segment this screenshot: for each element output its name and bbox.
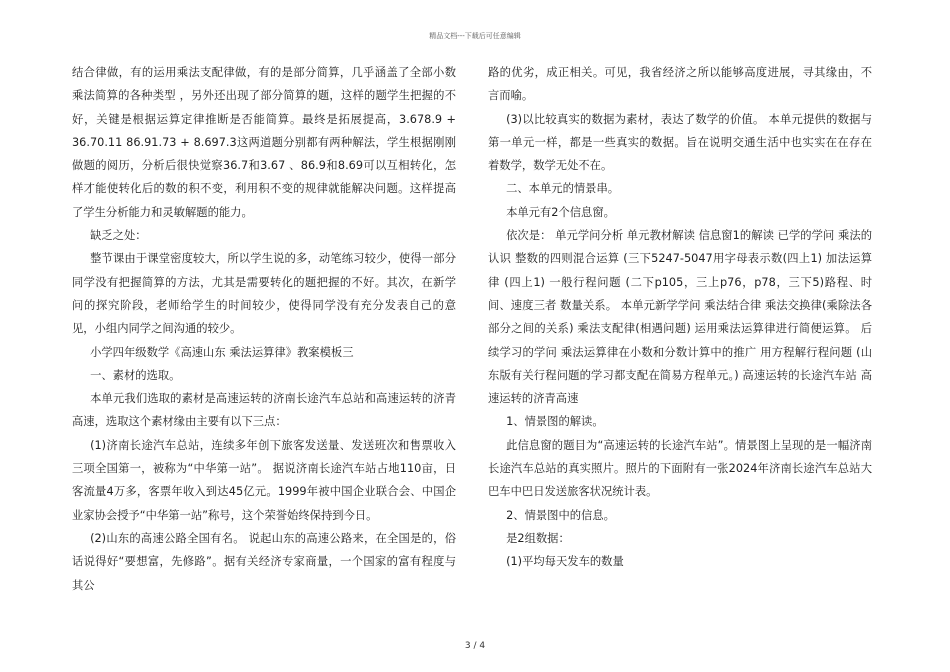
section-heading: 二、本单元的情景串。 <box>506 182 620 196</box>
paragraph: 本单元有2个信息窗。 <box>506 205 615 219</box>
paragraph: 整节课由于课堂密度较大，所以学生说的多，动笔练习较少，使得一部分同学没有把握简算的方法，尤其是需要转化的题把握的不好。其次，在新学问的探究阶段，老师给学生的时间较少，使得同学没有充分发表自己的意见，小组内同学之间沟通的较少。 <box>72 252 456 336</box>
page-number: 3 / 4 <box>464 641 486 651</box>
paragraph: 结合律做，有的运用乘法支配律做，有的是部分简算，几乎涵盖了全部小数乘法简算的各种类型 ，另外还出现了部分简算的题，这样的题学生把握的不好，关键是根据运算定律推断是否能简算。最终是拓展提高，3.678.9 + 36.70.11 86.91.73 + 8.697.3这两道题分别都有两种解法，学生根据刚刚做题的阅历，分析后很快觉察36.7和3.67 、86.9和8.69可以互相转化，怎样才能使转化后的数的积不变，利用积不变的规律就能解决问题。这样提高了学生分析能力和灵敏解题的能力。 <box>72 66 456 219</box>
section-heading: 一、素材的选取。 <box>90 368 181 382</box>
paragraph: (1)平均每天发车的数量 <box>506 555 624 569</box>
left-column <box>72 61 456 597</box>
paragraph: 本单元我们选取的素材是高速运转的济南长途汽车总站和高速运转的济青高速，选取这个素材缘由主要有以下三点： <box>72 392 456 429</box>
section-heading: 1、情景图的解读。 <box>506 415 604 429</box>
paragraph: 依次是： 单元学问分析 单元教材解读 信息窗1的解读 已学的学问 乘法的认识 整数的四则混合运算 (三下5247-5047用字母表示数(四上1) 加法运算律 (四上1) 一般行程问题 (二下p105，三上p76，p78，三下5)路程、时间、速度三者 数量关系。 本单元新学学问 乘法结合律 乘法交换律(乘除法各部分之间的关系) 乘法支配律(相遇问题) 运用乘法运算律进行简便运算。 后续学习的学问 乘法运算律在小数和分数计算中的推广 用方程解行程问题 (山东版有关行程问题的学习都支配在简易方程单元。) 高速运转的长途汽车站 高速运转的济青高速 <box>488 229 872 406</box>
paragraph: 此信息窗的题目为“高速运转的长途汽车站”。情景图上呈现的是一幅济南长途汽车总站的真实照片。照片的下面附有一张2024年济南长途汽车总站大巴车中巴日发送旅客状况统计表。 <box>488 438 872 499</box>
section-heading: 2、情景图中的信息。 <box>506 508 615 522</box>
paragraph: 路的优劣，成正相关。可见，我省经济之所以能够高度进展，寻其缘由，不言而喻。 <box>488 66 872 103</box>
paragraph: 是2组数据： <box>506 531 570 545</box>
paragraph: (1)济南长途汽车总站，连续多年创下旅客发送量、发送班次和售票收入三项全国第一，被称为“中华第一站”。 据说济南长途汽车站占地110亩，日客流量4万多，客票年收入到达45亿元。1999年被中国企业联合会、中国企业家协会授予“中华第一站”称号，这个荣誉始终保持到今日。 <box>72 438 456 522</box>
paragraph: (3)以比较真实的数据为素材，表达了数学的价值。 本单元提供的数据与第一单元一样，都是一些真实的数据。旨在说明交通生活中也实实在在存在着数学，数学无处不在。 <box>488 112 872 173</box>
right-column <box>488 61 872 574</box>
page-header: 精品文档---下载后可任意编辑 <box>429 32 521 40</box>
paragraph: 缺乏之处： <box>90 229 147 243</box>
paragraph: (2)山东的高速公路全国有名。 说起山东的高速公路来，在全国是的，俗话说得好“要想富，先修路”。据有关经济专家商量，一个国家的富有程度与其公 <box>72 531 456 592</box>
section-title: 小学四年级数学《高速山东 乘法运算律》教案模板三 <box>90 345 354 359</box>
